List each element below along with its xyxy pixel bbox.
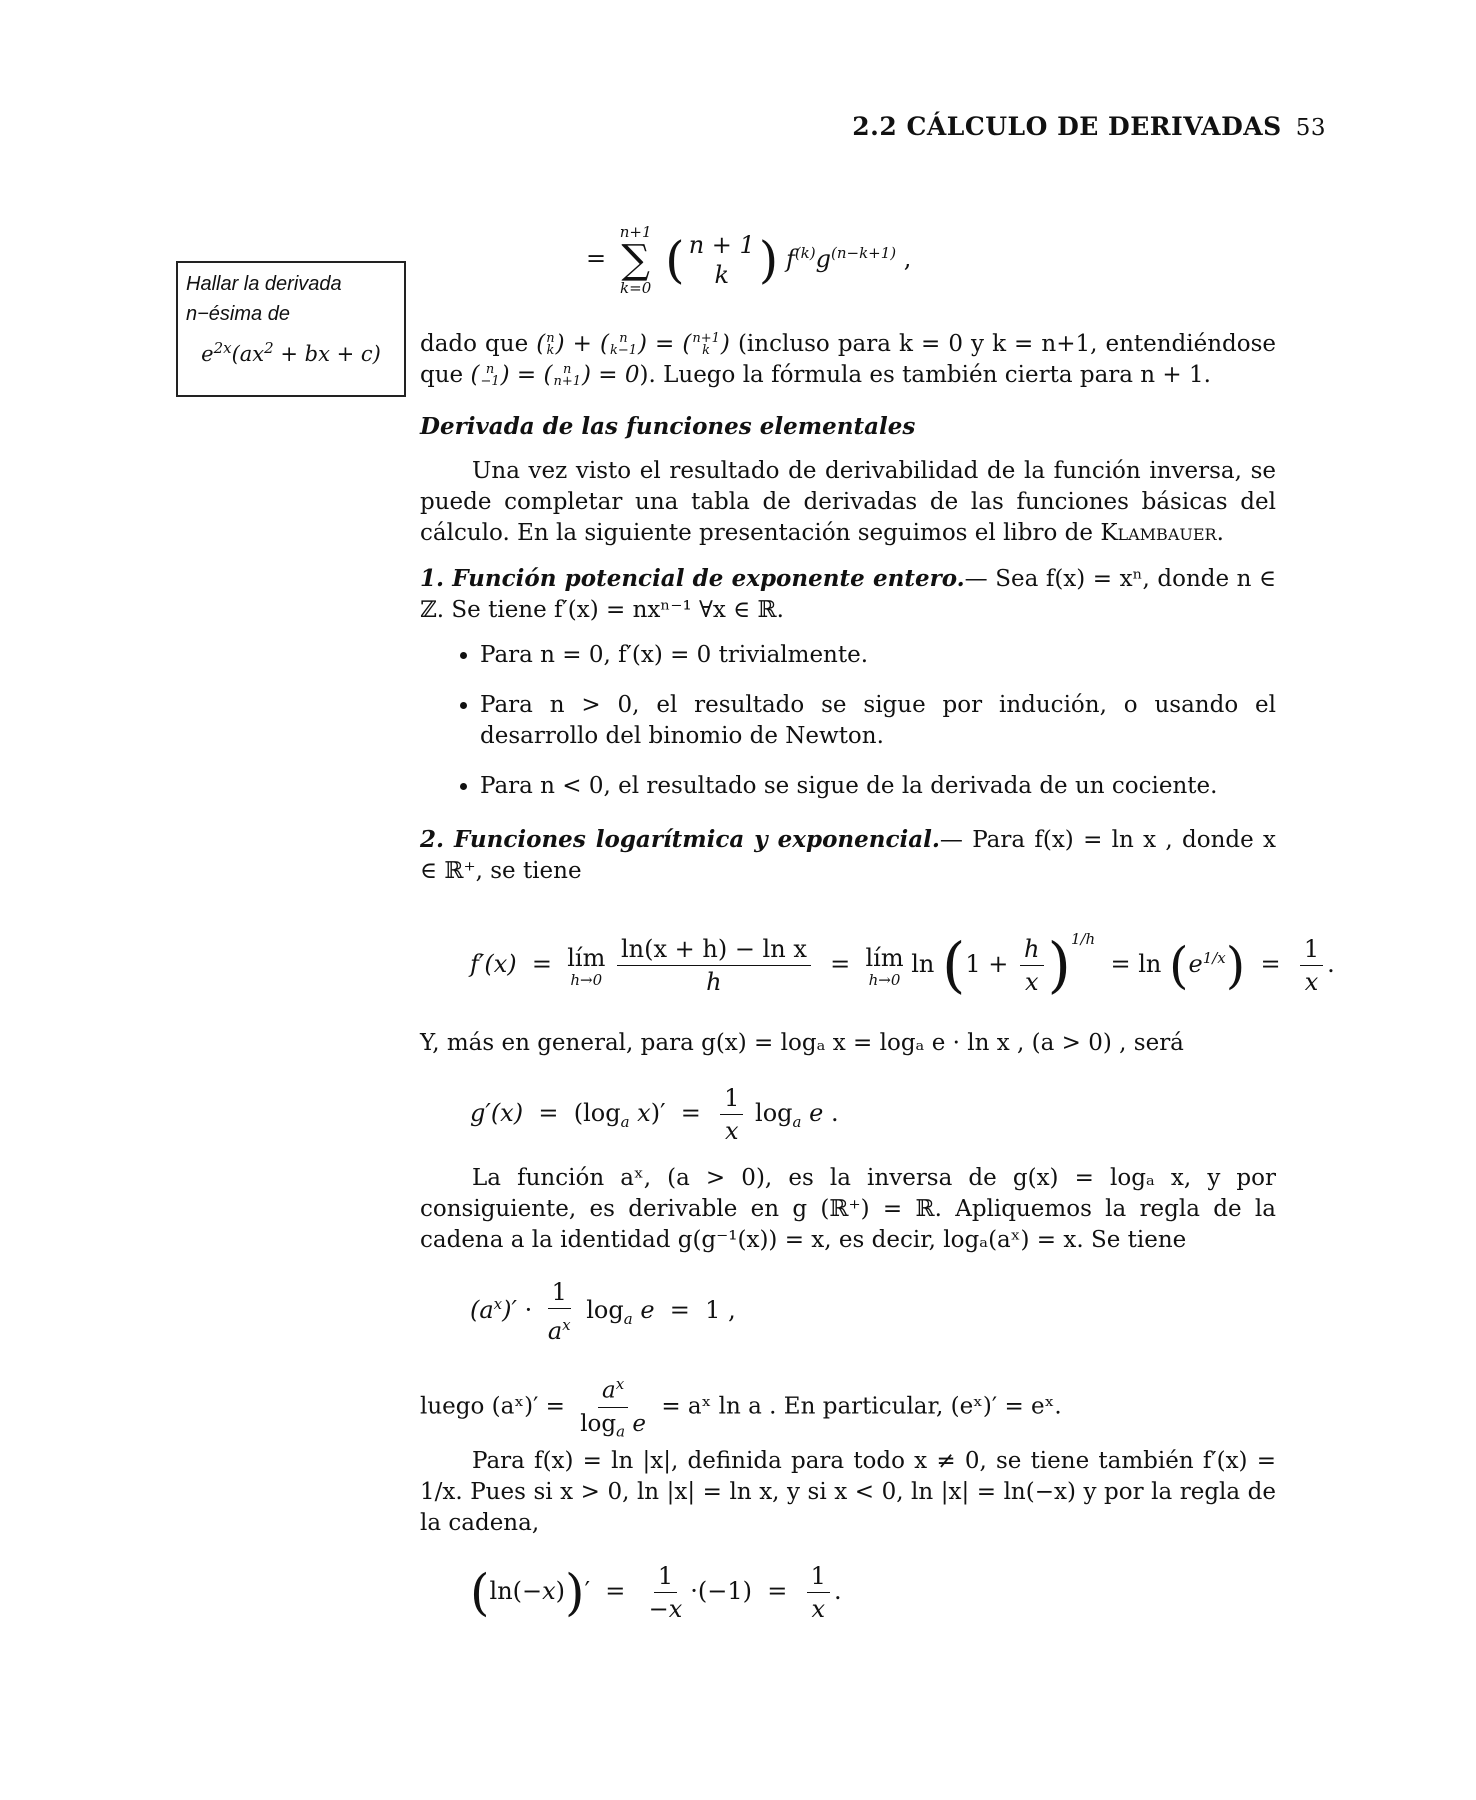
log-limit-equation: f′(x) = lím h→0 $\frac{\text{ln(x + h) − ln x}}{h}$ = lím h→0 ln (1 + $\frac{h}{x}$ )$^{1/h} = \ln (e^{1/x})$ = $\frac{1}{x}$ . (470, 930, 1335, 1001)
luego-a: luego (aˣ)′ = (420, 1393, 565, 1420)
abs-text: Para f(x) = ln |x|, definida para todo x ≠ 0, se tiene también f′(x) = 1/x. Pues si x > 0, ln |x| = ln x, y si x < 0, ln |x| = ln(−x) y por la regla de la cadena, (420, 1448, 1276, 1536)
ax-text: La función aˣ, (a > 0), es la inversa de g(x) = logₐ x, y por consiguiente, es derivable en g (ℝ⁺) = ℝ. Apliquemos la regla de la cadena a la identidad g(g⁻¹(x)) = x, es decir, logₐ(aˣ) = x. Se tiene (420, 1165, 1276, 1253)
margin-note (176, 261, 406, 397)
author-name: Klambauer (1100, 520, 1217, 546)
margin-note-text: Hallar la derivada n−ésima de (186, 273, 342, 325)
abs-paragraph (420, 1446, 1276, 1539)
bullet-list (420, 640, 1276, 802)
item2-heading: 2. Funciones logarítmica y exponencial. (420, 826, 940, 853)
list-item: • Para n > 0, el resultado se sigue por indución, o usando el desarrollo del binomio de Newton. (480, 690, 1276, 752)
binom-note-paragraph: dado que ( n k ) + ( n k−1 ) = ( n+1 k ) (incluso para k = 0 y k = n+1, entendiéndose que ( n −1 ) = ( n n+1 ) = 0). Luego la fórmula es también cierta para n + 1. (420, 331, 1277, 389)
ax-identity-equation: $(a^x)'$ · $\frac{1}{a^x}$ $\log_a e = 1$ , (470, 1278, 736, 1345)
list-item: • Para n = 0, f′(x) = 0 trivialmente. (480, 640, 1276, 671)
page-number: 53 (1295, 115, 1326, 141)
binom-note-c: ). Luego la fórmula es también cierta para n + 1. (639, 362, 1211, 388)
loga-derivative-equation: $g'(x) = (\log_a$ x)′ = $\frac{1}{x}$ $\log_a e$ . (470, 1084, 839, 1145)
item1-heading: 1. Función potencial de exponente entero. (420, 565, 965, 592)
item1-text: — Sea f(x) = xⁿ, donde n ∈ ℤ. Se tiene f′(x) = nxⁿ⁻¹ ∀x ∈ ℝ. (420, 566, 1277, 623)
intro-paragraph: Una vez visto el resultado de derivabilidad de la función inversa, se puede completar una tabla de derivadas de las funciones básicas del cálculo. En la siguiente presentación seguimos el libro de (420, 458, 1276, 546)
ax-paragraph (420, 1163, 1276, 1256)
running-header (852, 112, 1326, 141)
luego-line: luego (aˣ)′ = $\frac{a^x}{\log_a e}$ = aˣ ln a . En particular, (eˣ)′ = eˣ. (420, 1368, 1062, 1447)
sum-equation: = n+1 ∑ k=0 ( n + 1 k ) $f^{(k)}g^{(n-k+1)}$ , (586, 223, 912, 297)
general-log-paragraph (420, 1028, 1276, 1059)
section-heading: Derivada de las funciones elementales (420, 413, 916, 440)
ln-neg-equation: (ln(−x))′ = $\frac{1}{-x}$ ·(−1) = $\frac{1}{x}$ . (470, 1562, 842, 1623)
general-log-text: Y, más en general, para g(x) = logₐ x = logₐ e · ln x , (a > 0) , será (420, 1030, 1184, 1056)
list-item: • Para n < 0, el resultado se sigue de la derivada de un cociente. (480, 771, 1276, 802)
luego-b: = aˣ ln a . En particular, (eˣ)′ = eˣ. (661, 1393, 1062, 1420)
item2-text: — Para f(x) = ln x , donde x ∈ ℝ⁺, se tiene (420, 827, 1276, 884)
binom-note-b: (incluso para k = 0 y k = n+1, entendiéndose que (420, 331, 1277, 388)
header-title: 2.2 CÁLCULO DE DERIVADAS (852, 112, 1282, 141)
section-block: Derivada de las funciones elementales Una vez visto el resultado de derivabilidad de la función inversa, se puede completar una tabla de derivadas de las funciones básicas del cálculo. En la siguiente presentación seguimos el libro de Klambauer. 1. Función potencial de exponente entero.— Sea f(x) = xⁿ, donde n ∈ ℤ. Se tiene f′(x) = nxⁿ⁻¹ ∀x ∈ ℝ. • Para n = 0, f′(x) = 0 trivialmente. • Para n > 0, el resultado se sigue por indución, o usando el desarrollo del binomio de Newton. • Para n < 0, el resultado se sigue de la derivada de un cociente. 2. Funciones logarítmica y exponencial.— Para f(x) = ln x , donde x ∈ ℝ⁺, se tiene (420, 411, 1276, 887)
margin-note-formula: $e^{2x}(ax^2$ + bx + c) (201, 339, 381, 366)
binom-note-a: dado que (420, 331, 529, 357)
